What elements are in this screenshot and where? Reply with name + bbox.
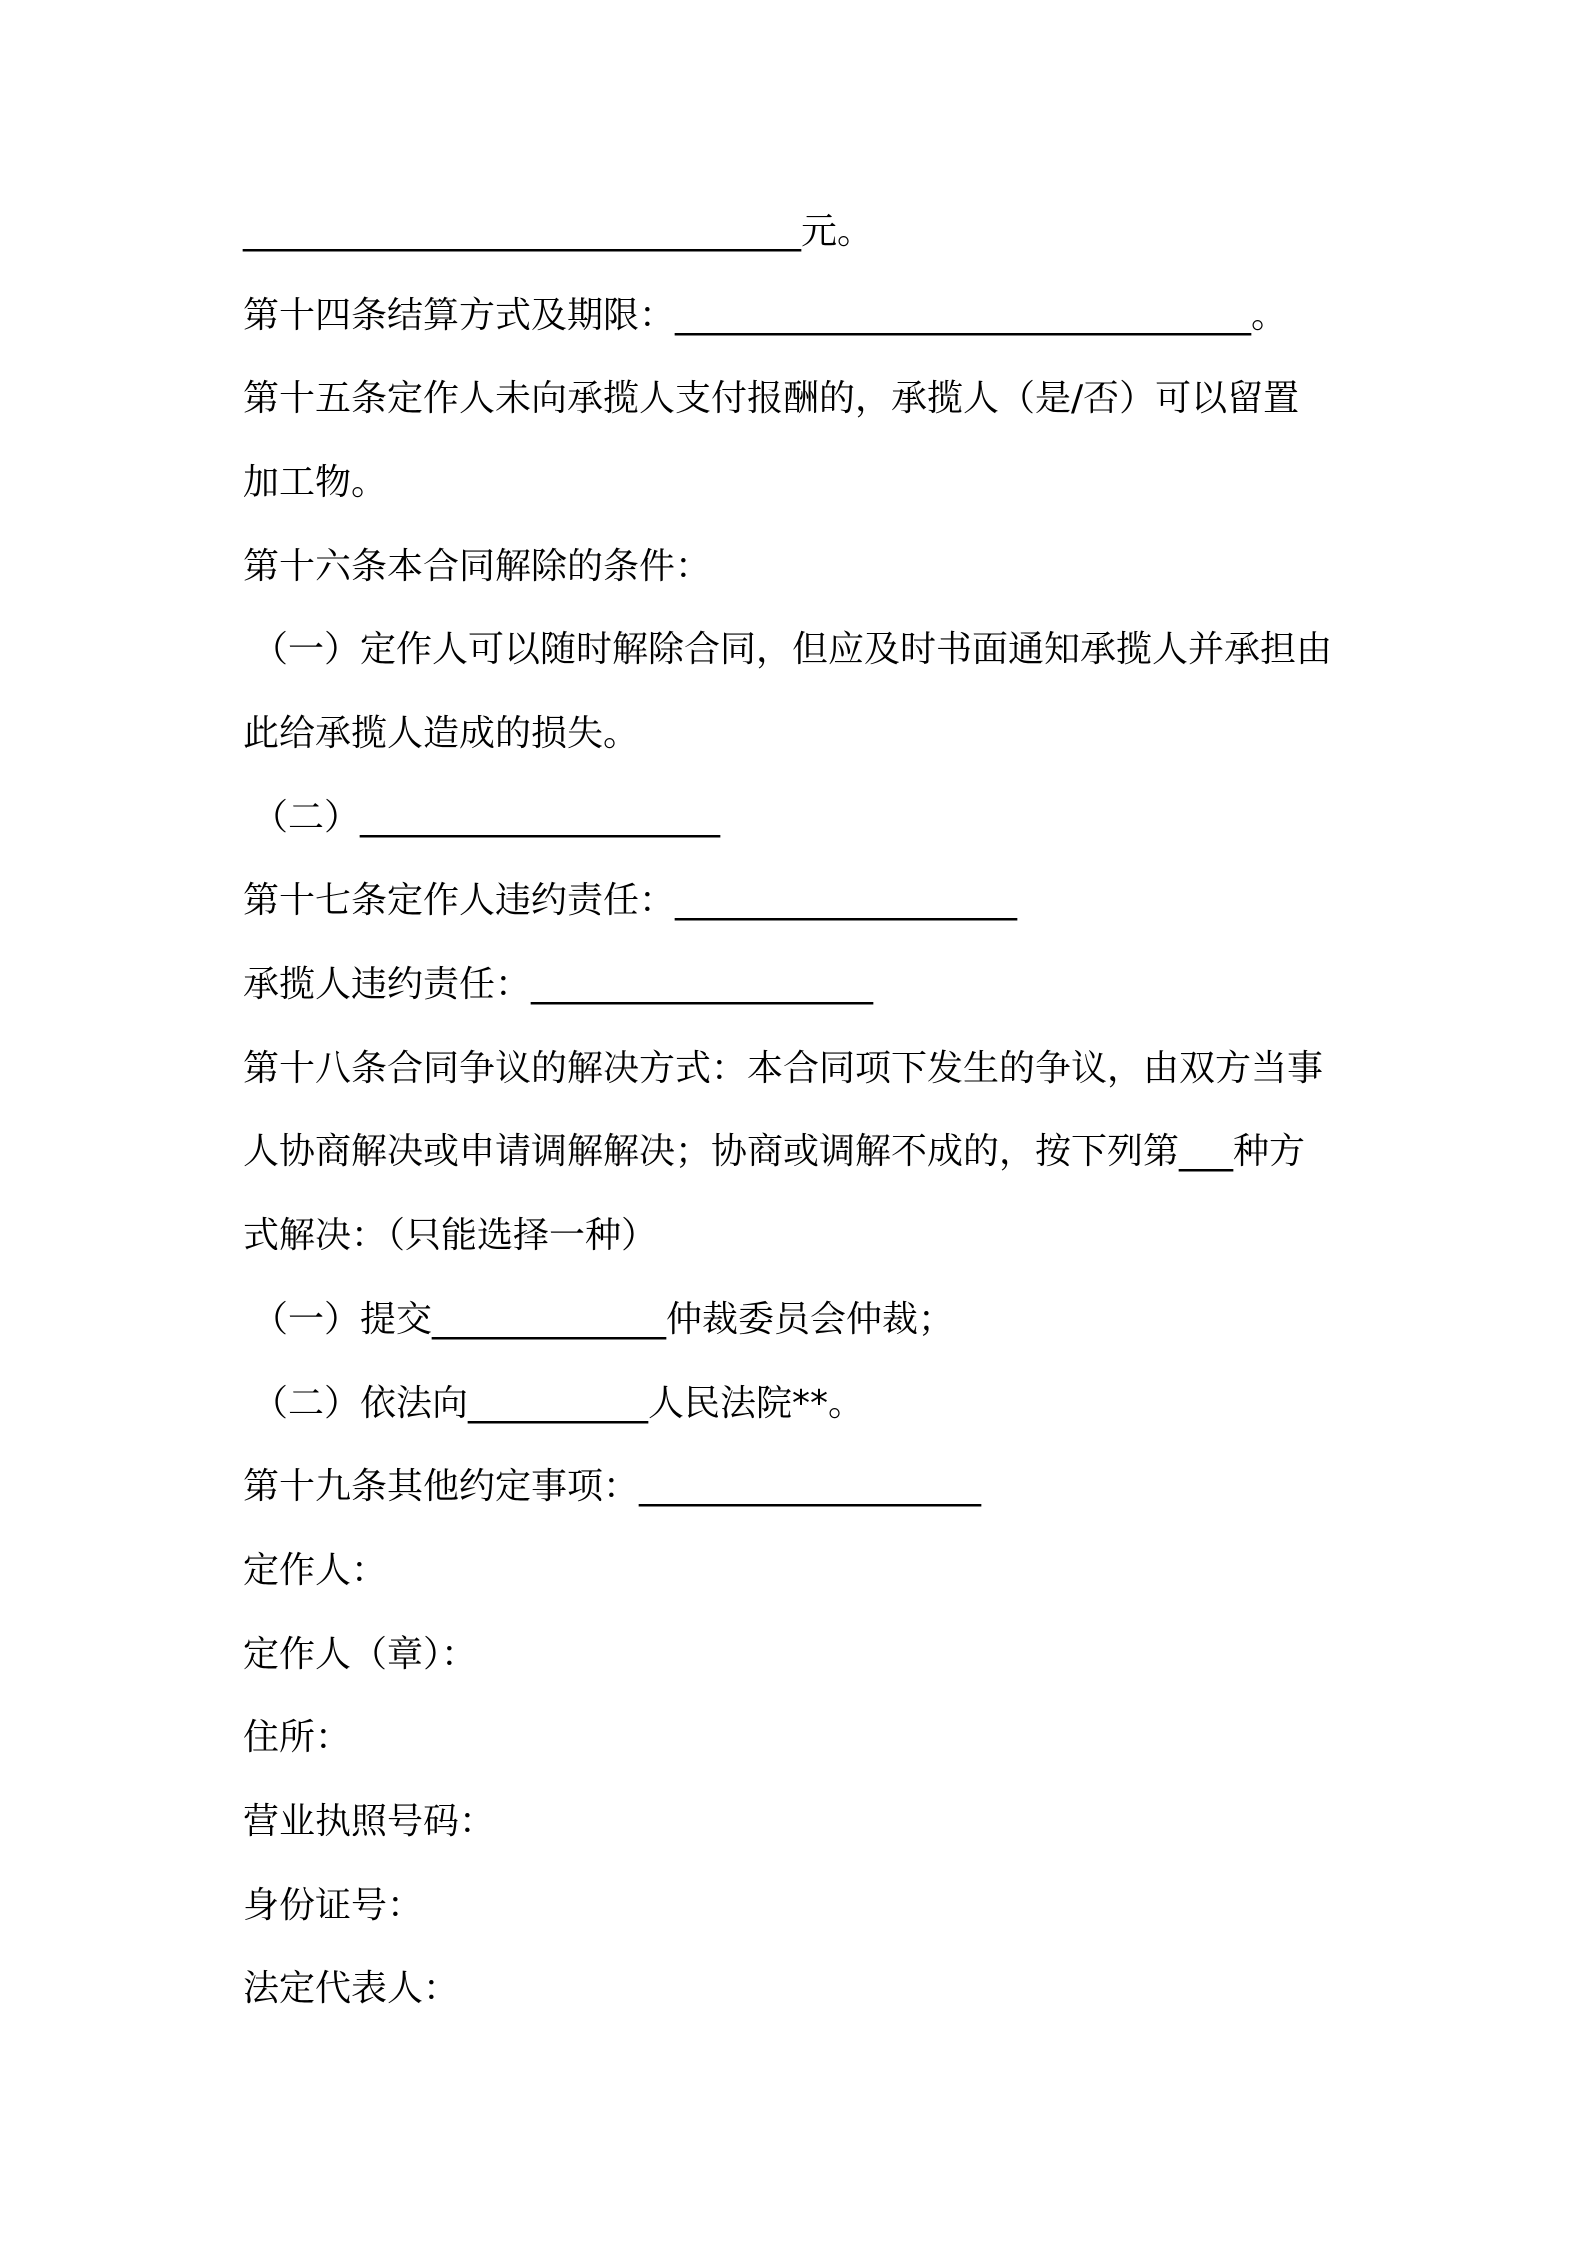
article-16-item-1-line-2: 此给承揽人造成的损失。: [243, 713, 640, 754]
article-18-line-1: 第十八条合同争议的解决方式：本合同项下发生的争议，由双方当事: [243, 1048, 1324, 1089]
article-18-line-2: 人协商解决或申请调解解决；协商或调解不成的，按下列第___种方: [243, 1131, 1306, 1172]
contractor-liability: 承揽人违约责任：___________________: [243, 964, 874, 1005]
article-19-other-terms: 第十九条其他约定事项：___________________: [243, 1466, 982, 1507]
signature-employer: 定作人：: [243, 1550, 388, 1591]
article-15-line-1: 第十五条定作人未向承揽人支付报酬的，承揽人（是/否）可以留置: [243, 378, 1300, 419]
article-16-title: 第十六条本合同解除的条件：: [243, 546, 712, 587]
signature-id-number: 身份证号：: [243, 1885, 424, 1926]
signature-business-license: 营业执照号码：: [243, 1801, 496, 1842]
signature-address: 住所：: [243, 1717, 352, 1758]
article-18-option-1: （一）提交_____________仲裁委员会仲裁；: [252, 1299, 955, 1340]
article-16-item-2: （二）____________________: [252, 797, 721, 838]
signature-legal-representative: 法定代表人：: [243, 1968, 460, 2009]
article-18-option-2: （二）依法向__________人民法院**。: [252, 1383, 865, 1424]
fee-blank-line: _______________________________元。: [243, 211, 873, 252]
article-16-item-1-line-1: （一）定作人可以随时解除合同，但应及时书面通知承揽人并承担由: [252, 629, 1333, 670]
article-15-line-2: 加工物。: [243, 462, 388, 503]
article-18-line-3: 式解决：（只能选择一种）: [243, 1215, 658, 1256]
article-14-settlement: 第十四条结算方式及期限：________________________________。: [243, 295, 1288, 336]
article-17-employer-liability: 第十七条定作人违约责任：___________________: [243, 880, 1018, 921]
signature-employer-seal: 定作人（章）：: [243, 1634, 478, 1675]
